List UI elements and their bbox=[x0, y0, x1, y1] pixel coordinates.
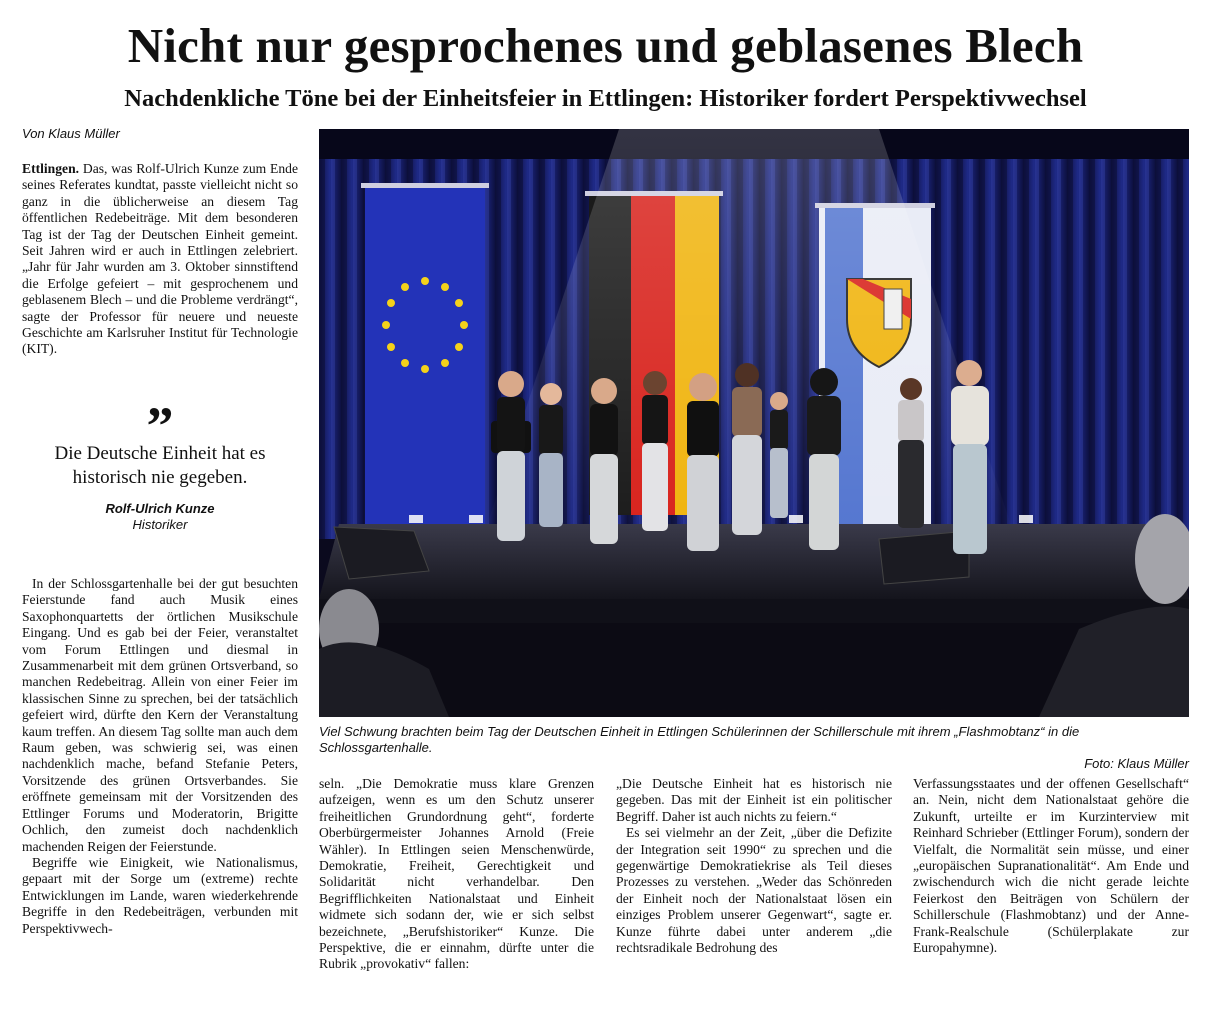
body-paragraph: Es sei vielmehr an der Zeit, „über die Defizite der Integration seit 1990“ zu sprechen und die gegenwärtige Demokratiekrise als Teil dieses Prozesses zu verstehen. „Weder das Schönreden der Einheit noch der Nationalstaat lösen ein einziges Problem unserer Gegenwart“, sagte er. Kunze führte dabei unter anderem „die rechtsradikale Bedrohung des bbox=[616, 825, 892, 956]
body-paragraph: Begriffe wie Einigkeit, wie Nationalismus, gepaart mit der Sorge um (extreme) rechte Entwicklungen im Lande, waren wiederkehrende Begriffe in den Redebeiträgen, verbunden mit Perspektivwech- bbox=[22, 854, 298, 936]
quote-text: Die Deutsche Einheit hat es historisch nie gegeben. bbox=[54, 443, 266, 488]
body-column-1 bbox=[22, 576, 298, 937]
lead-paragraph bbox=[22, 161, 298, 358]
headline: Nicht nur gesprochenes und geblasenes Blech bbox=[127, 18, 1084, 73]
quote-mark-icon: ” bbox=[146, 396, 174, 456]
body-paragraph: Verfassungsstaates und der offenen Gesellschaft“ an. Nein, nicht dem Nationalstaat gehöre die Zukunft, urteilte er im Kurzinterview mit Reinhard Schrieber (Ettlinger Forum), sondern der Vielfalt, die Normalität sein müsse, und einer „europäischen Supranationalität“. Am Ende und zwischendurch wich die nicht gerade leichte Feierkost den Beiträgen von Schülern der Schillerschule (Flashmobtanz) und der Anne-Frank-Realschule (Schülerplakate zur Europahymne). bbox=[913, 776, 1189, 956]
lead-text: Das, was Rolf-Ulrich Kunze zum Ende seines Referates kundtat, passte vielleicht nicht so ganz in die üblicherweise an diesem Tag öffentlichen Redebeiträge. Mit dem besonderen Tag ist der Tag der Deutschen Einheit gemeint. Seit Jahren wird er auch in Ettlingen zelebriert. „Jahr für Jahr wurden am 3. Oktober sinnstiftend die Erfolge gefeiert – mit gesprochenem und geblasenem Blech – und die Probleme verdrängt“, sagte der Professor für neuere und neueste Geschichte am Karlsruher Institut für Technologie (KIT). bbox=[22, 161, 298, 357]
eu-flag bbox=[361, 183, 489, 525]
body-column-2 bbox=[319, 776, 594, 973]
byline: Von Klaus Müller bbox=[22, 126, 120, 141]
quote-author: Rolf-Ulrich Kunze bbox=[105, 501, 215, 516]
body-column-4 bbox=[913, 776, 1189, 956]
lead-column bbox=[22, 161, 298, 358]
photo-caption bbox=[319, 724, 1189, 772]
caption-text: Viel Schwung brachten beim Tag der Deutschen Einheit in Ettlingen Schülerinnen der Schillerschule mit ihrem „Flashmobtanz“ in die Schlossgartenhalle. bbox=[319, 724, 1080, 755]
body-column-3 bbox=[616, 776, 892, 956]
stage-photo-illustration bbox=[319, 129, 1189, 717]
body-paragraph: seln. „Die Demokratie muss klare Grenzen aufzeigen, wenn es um den Schutz unserer freiheitlichen Grundordnung geht“, forderte Oberbürgermeister Johannes Arnold (Freie Wähler). In Ettlingen seien Menschenwürde, Demokratie, Freiheit, Gerechtigkeit und Solidarität nicht verhandelbar. Den Begrifflichkeiten Nationalstaat und Einheit widmete sich sodann der, wie er sich selbst bezeichnete, „Berufshistoriker“ Kunze. Die Perspektive, die er einnahm, dürfte unter die Rubrik „provokativ“ fallen: bbox=[319, 776, 594, 972]
article-photo bbox=[319, 129, 1189, 717]
photo-credit: Foto: Klaus Müller bbox=[1084, 756, 1189, 771]
body-paragraph: In der Schlossgartenhalle bei der gut besuchten Feierstunde fand auch Musik eines Saxophonquartetts der örtlichen Musikschule Eingang. Und es gab bei der Feier, veranstaltet vom Forum Ettlingen und diesmal in Zusammenarbeit mit dem grünen Ortsverband, so manchen Redebeitrag. Allein von einer Feier im klassischen Sinne zu sprechen, bei der tatsächlich gefeiert wird, dürfte den Kern der Veranstaltung kaum treffen. An diesem Tag sollte man auch dem Raum geben, was schwierig sei, was einen nachdenklich mache, befand Stefanie Peters, Vorsitzende des grünen Ortsverbandes. Sie eröffnete gemeinsam mit der Vorsitzenden des Ettlinger Forums und Moderatorin, Brigitte Ochlich, den zumeist doch nachdenklich machenden Reigen der Feierstunde. bbox=[22, 576, 298, 854]
body-paragraph: „Die Deutsche Einheit hat es historisch nie gegeben. Das mit der Einheit ist ein politischer Begriff. Daher ist auch nichts zu feiern.“ bbox=[616, 776, 892, 824]
subheadline: Nachdenkliche Töne bei der Einheitsfeier in Ettlingen: Historiker fordert Perspektivwechsel bbox=[124, 85, 1087, 112]
dateline: Ettlingen. bbox=[22, 161, 80, 176]
pull-quote bbox=[22, 396, 298, 532]
quote-role: Historiker bbox=[132, 517, 188, 532]
